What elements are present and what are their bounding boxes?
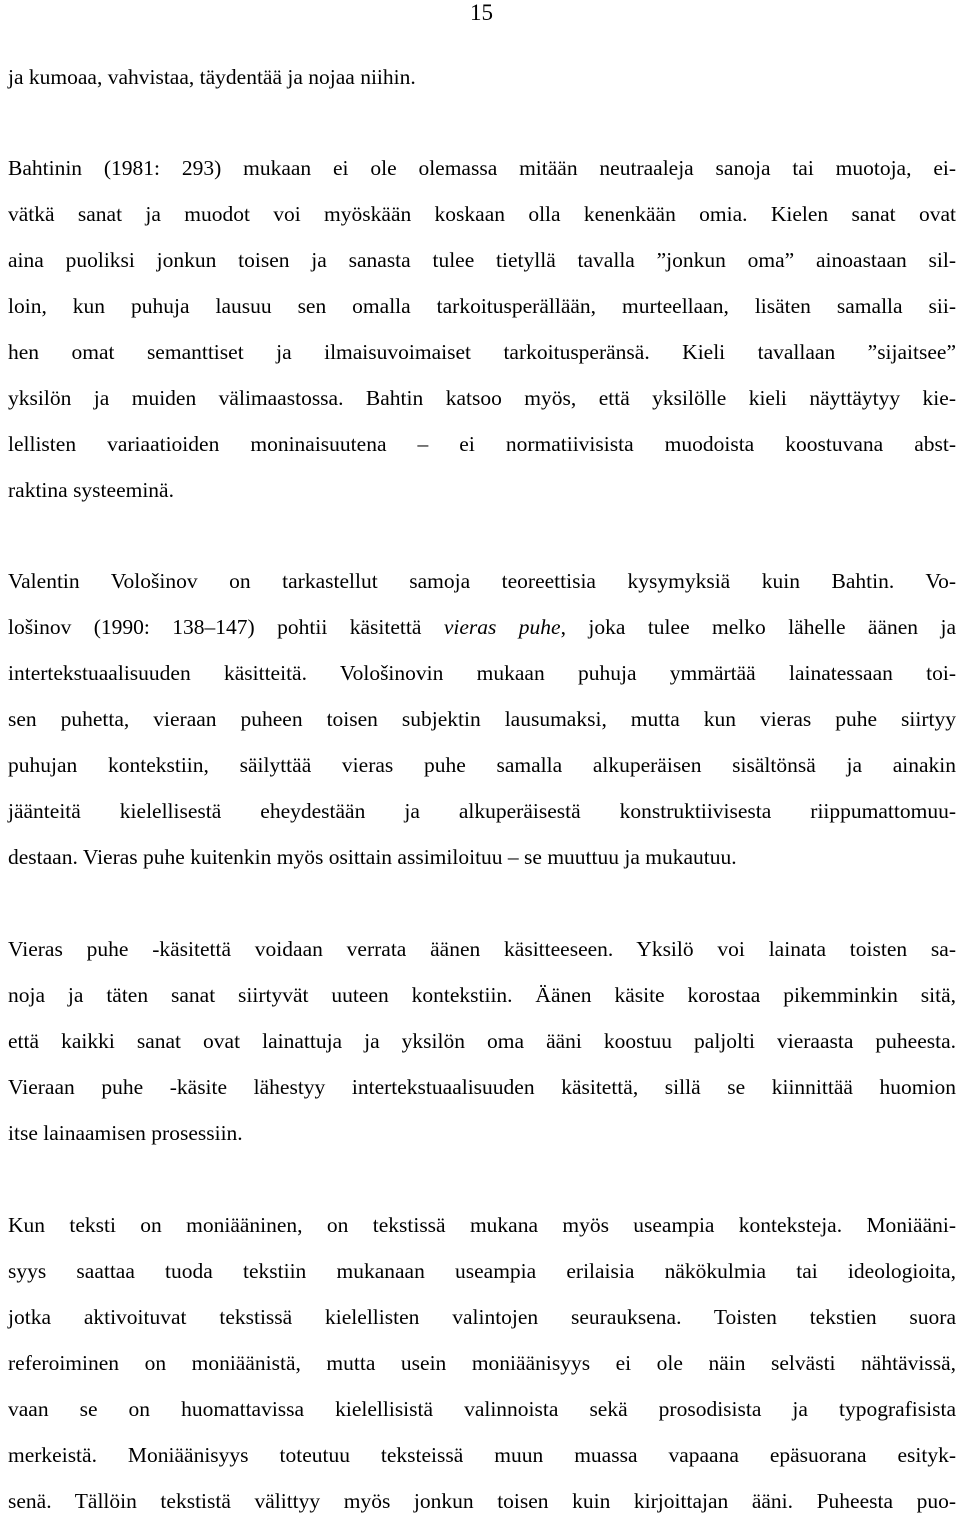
text-line: raktina systeeminä. <box>8 478 174 502</box>
text-line: Bahtinin (1981: 293) mukaan ei ole olemassa mitään neutraaleja sanoja tai muotoja, ei- <box>8 156 956 180</box>
text-line: Valentin Vološinov on tarkastellut samoja teoreettisia kysymyksiä kuin Bahtin. Vo- <box>8 569 956 593</box>
text-line: syys saattaa tuoda tekstiin mukanaan useampia erilaisia näkökulmia tai ideologioita, <box>8 1259 956 1283</box>
text-line: intertekstuaalisuuden käsitteitä. Vološinovin mukaan puhuja ymmärtää lainatessaan toi- <box>8 661 956 685</box>
text-line: referoiminen on moniäänistä, mutta usein moniäänisyys ei ole näin selvästi nähtävissä, <box>8 1351 956 1375</box>
text-line: lellisten variaatioiden moninaisuutena – ei normatiivisista muodoista koostuvana abst- <box>8 432 956 456</box>
text-line: yksilön ja muiden välimaastossa. Bahtin katsoo myös, että yksilölle kieli näyttäytyy kie- <box>8 386 956 410</box>
text-line: loin, kun puhuja lausuu sen omalla tarkoitusperällään, murteellaan, lisäten samalla sii- <box>8 294 956 318</box>
text-line: sen puhetta, vieraan puheen toisen subjektin lausumaksi, mutta kun vieras puhe siirtyy <box>8 707 956 731</box>
text-line: jäänteitä kielellisestä eheydestään ja alkuperäisestä konstruktiivisesta riippumattomuu- <box>8 799 956 823</box>
text-line: jotka aktivoituvat tekstissä kielellisten valintojen seurauksena. Toisten tekstien suora <box>8 1305 956 1329</box>
page-number: 15 <box>470 0 493 25</box>
text-line: aina puoliksi jonkun toisen ja sanasta tulee tietyllä tavalla ”jonkun oma” ainoastaan sil- <box>8 248 956 272</box>
text-line: itse lainaamisen prosessiin. <box>8 1121 243 1145</box>
emphasized-term: vieras puhe <box>443 615 561 639</box>
text-line: destaan. Vieras puhe kuitenkin myös osittain assimiloituu – se muuttuu ja mukautuu. <box>8 845 737 869</box>
text-line: Vieraan puhe -käsite lähestyy intertekstuaalisuuden käsitettä, sillä se kiinnittää huomion <box>8 1075 956 1099</box>
text-line: noja ja täten sanat siirtyvät uuteen kontekstiin. Äänen käsite korostaa pikemminkin sitä, <box>8 983 956 1007</box>
text-line <box>8 612 956 642</box>
text-line: vaan se on huomattavissa kielellisistä valinnoista sekä prosodisista ja typografisista <box>8 1397 956 1421</box>
text-line: että kaikki sanat ovat lainattuja ja yksilön oma ääni koostuu paljolti vieraasta puheesta. <box>8 1029 956 1053</box>
text-line: puhujan kontekstiin, säilyttää vieras puhe samalla alkuperäisen sisältönsä ja ainakin <box>8 753 956 777</box>
text-line: hen omat semanttiset ja ilmaisuvoimaiset tarkoitusperänsä. Kieli tavallaan ”sijaitsee” <box>8 340 956 364</box>
text-line: Kun teksti on moniääninen, on tekstissä mukana myös useampia konteksteja. Moniääni- <box>8 1213 956 1237</box>
text-segment: , joka tulee melko lähelle äänen ja <box>560 615 956 639</box>
text-line: ja kumoaa, vahvistaa, täydentää ja nojaa niihin. <box>8 65 416 89</box>
text-segment: lošinov (1990: 138–147) pohtii käsitettä <box>8 615 444 639</box>
text-line: senä. Tällöin tekstistä välittyy myös jonkun toisen kuin kirjoittajan ääni. Puheesta puo- <box>8 1489 956 1513</box>
text-line: Vieras puhe -käsitettä voidaan verrata äänen käsitteeseen. Yksilö voi lainata toisten sa- <box>8 937 956 961</box>
text-line: vätkä sanat ja muodot voi myöskään koskaan olla kenenkään omia. Kielen sanat ovat <box>8 202 956 226</box>
text-line: merkeistä. Moniäänisyys toteutuu teksteissä muun muassa vapaana epäsuorana esityk- <box>8 1443 956 1467</box>
